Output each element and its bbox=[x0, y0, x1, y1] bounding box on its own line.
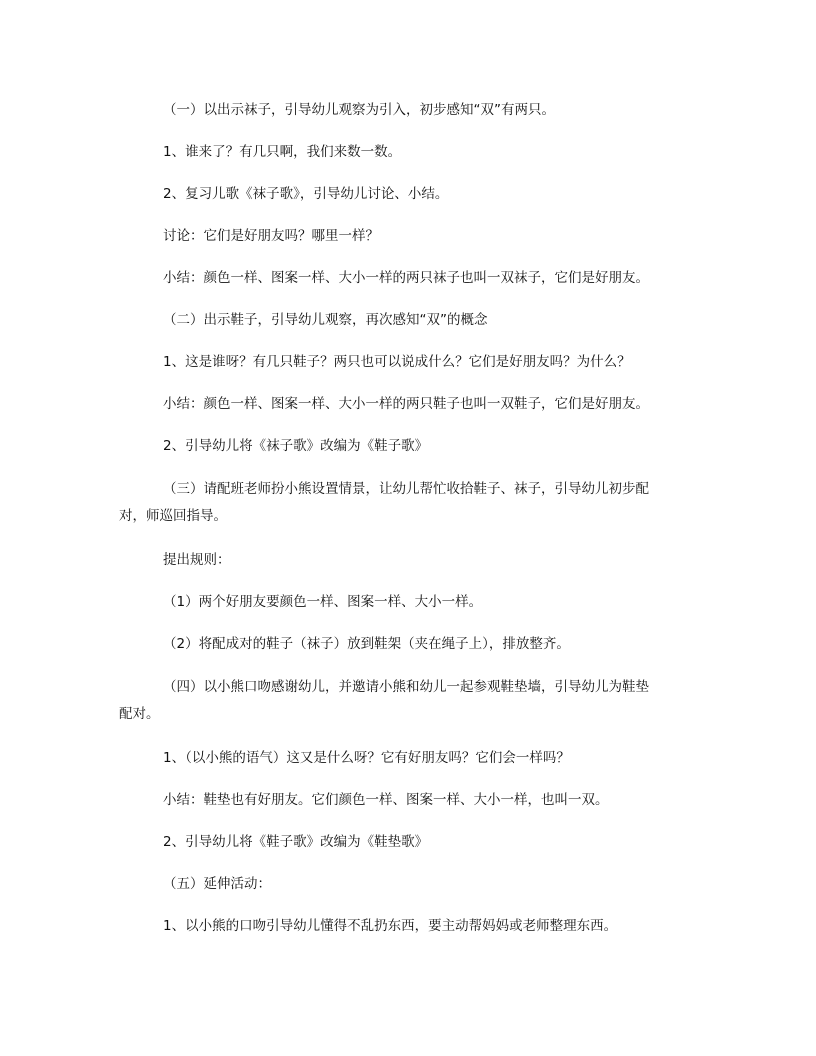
paragraph-continuation: 对，师巡回指导。 bbox=[119, 508, 227, 524]
paragraph: 小结：鞋垫也有好朋友。它们颜色一样、图案一样、大小一样，也叫一双。 bbox=[163, 792, 609, 808]
paragraph: 1、谁来了？有几只啊，我们来数一数。 bbox=[163, 144, 402, 160]
section-4-heading: （四）以小熊口吻感谢幼儿，并邀请小熊和幼儿一起参观鞋垫墙，引导幼儿为鞋垫 bbox=[163, 679, 649, 695]
paragraph: 1、（以小熊的语气）这又是什么呀？它有好朋友吗？它们会一样吗？ bbox=[163, 750, 570, 766]
paragraph: 1、以小熊的口吻引导幼儿懂得不乱扔东西，要主动帮妈妈或老师整理东西。 bbox=[163, 918, 618, 934]
paragraph: 小结：颜色一样、图案一样、大小一样的两只鞋子也叫一双鞋子，它们是好朋友。 bbox=[163, 396, 649, 412]
paragraph: 提出规则： bbox=[163, 552, 231, 568]
rule-item: （1）两个好朋友要颜色一样、图案一样、大小一样。 bbox=[163, 594, 483, 610]
section-2-heading: （二）出示鞋子，引导幼儿观察，再次感知“双”的概念 bbox=[163, 312, 488, 328]
paragraph: 1、这是谁呀？有几只鞋子？两只也可以说成什么？它们是好朋友吗？为什么？ bbox=[163, 354, 631, 370]
paragraph: 小结：颜色一样、图案一样、大小一样的两只袜子也叫一双袜子，它们是好朋友。 bbox=[163, 270, 649, 286]
paragraph: 2、引导幼儿将《袜子歌》改编为《鞋子歌》 bbox=[163, 438, 429, 454]
section-3-heading: （三）请配班老师扮小熊设置情景，让幼儿帮忙收拾鞋子、袜子，引导幼儿初步配 bbox=[163, 481, 649, 497]
paragraph: 讨论：它们是好朋友吗？哪里一样？ bbox=[163, 228, 379, 244]
rule-item: （2）将配成对的鞋子（袜子）放到鞋架（夹在绳子上），排放整齐。 bbox=[163, 636, 570, 652]
section-5-heading: （五）延伸活动： bbox=[163, 876, 271, 892]
paragraph-continuation: 配对。 bbox=[119, 706, 160, 722]
paragraph: 2、复习儿歌《袜子歌》，引导幼儿讨论、小结。 bbox=[163, 186, 449, 202]
section-1-heading: （一）以出示袜子，引导幼儿观察为引入，初步感知“双”有两只。 bbox=[163, 102, 555, 118]
paragraph: 2、引导幼儿将《鞋子歌》改编为《鞋垫歌》 bbox=[163, 834, 429, 850]
